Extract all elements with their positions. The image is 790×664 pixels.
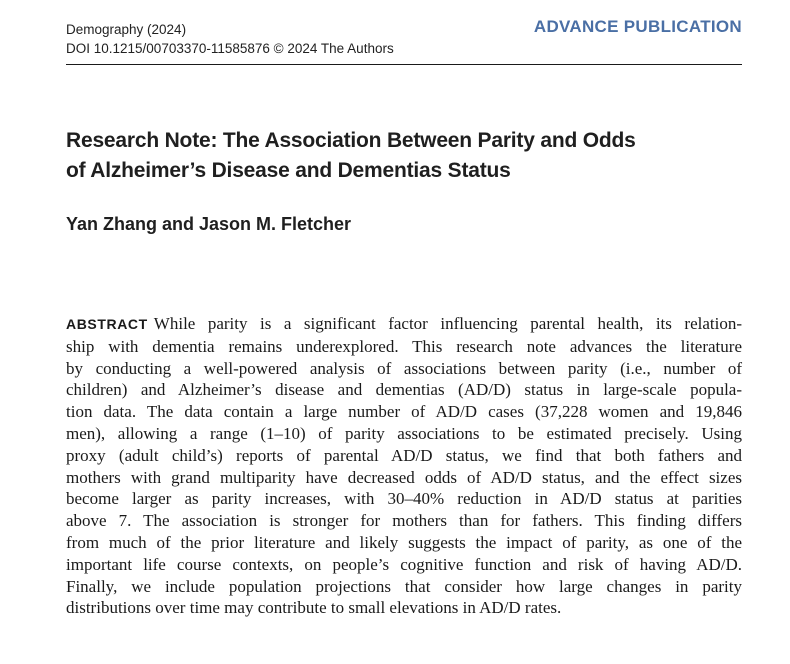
abstract-line: mothers with grand multiparity have decreased odds of AD/D status, and the effect sizes (66, 467, 742, 487)
article-title (66, 126, 742, 186)
journal-name: Demography (2024) (66, 22, 187, 37)
abstract-line: above 7. The association is stronger for mothers than for fathers. This finding differs (66, 511, 742, 531)
abstract-line: distributions over time may contribute to small elevations in AD/D rates. (66, 598, 562, 618)
abstract-line: become larger as parity increases, with 30–40% reduction in AD/D status at parities (66, 489, 742, 509)
abstract-line: children) and Alzheimer’s disease and dementias (AD/D) status in large-scale popula- (66, 380, 742, 400)
abstract-line: men), allowing a range (1–10) of parity associations to be estimated precisely. Using (66, 423, 742, 443)
header-divider (66, 64, 742, 65)
advance-publication-badge: ADVANCE PUBLICATION (533, 17, 742, 36)
abstract-line: by conducting a well-powered analysis of associations between parity (i.e., number of (66, 358, 742, 378)
abstract-line: Finally, we include population projections that consider how large changes in parity (66, 576, 742, 596)
abstract-line: important life course contexts, on people’s cognitive function and risk of having AD/D. (66, 554, 742, 574)
title-line: of Alzheimer’s Disease and Dementias Status (66, 159, 511, 182)
abstract-line: from much of the prior literature and likely suggests the impact of parity, as one of the (66, 532, 742, 552)
abstract-line (66, 313, 742, 336)
abstract-line: tion data. The data contain a large number of AD/D cases (37,228 women and 19,846 (66, 402, 742, 422)
title-line: Research Note: The Association Between Parity and Odds (66, 129, 636, 152)
doi-copyright-line: DOI 10.1215/00703370-11585876 © 2024 The Authors (66, 41, 394, 56)
article-authors: Yan Zhang and Jason M. Fletcher (66, 214, 352, 234)
abstract-section (66, 313, 742, 619)
abstract-line: ship with dementia remains underexplored. This research note advances the literature (66, 336, 742, 356)
abstract-text: While parity is a significant factor influencing parental health, its relation- (153, 314, 742, 333)
abstract-label: ABSTRACT (66, 316, 148, 332)
journal-info (66, 20, 394, 58)
abstract-line: proxy (adult child’s) reports of parental AD/D status, we find that both fathers and (66, 445, 742, 465)
